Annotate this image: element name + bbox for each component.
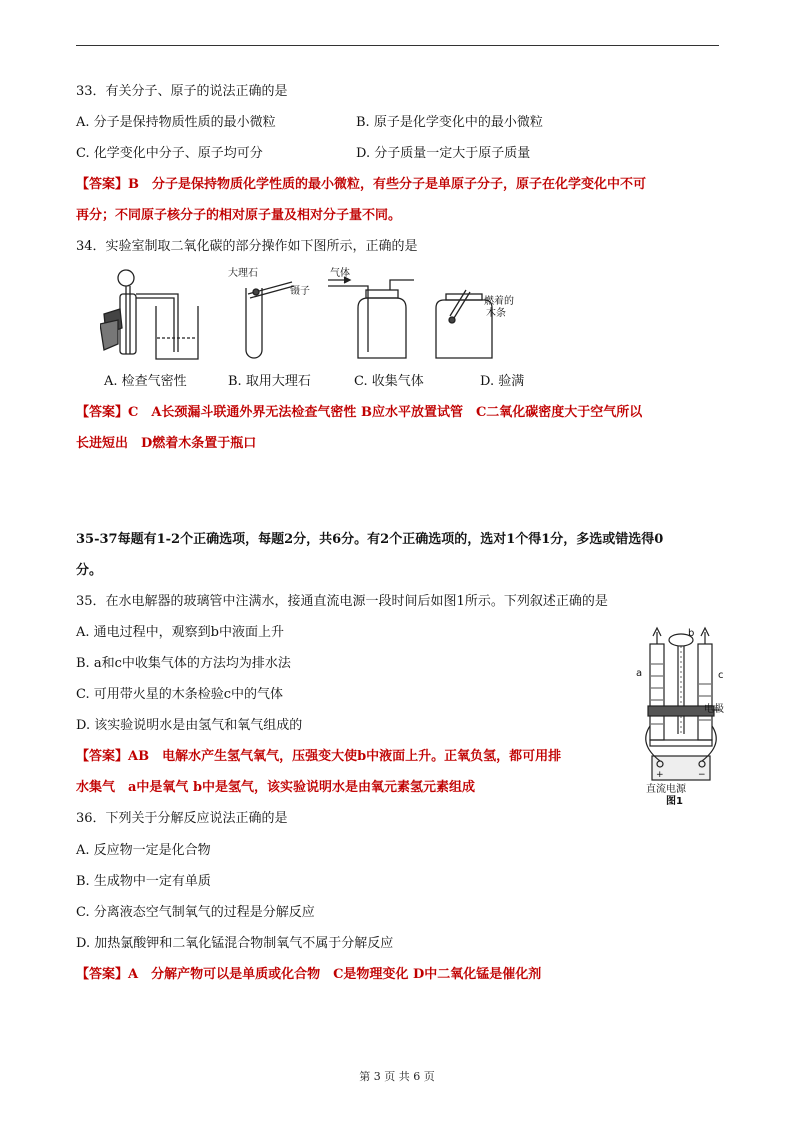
q35-answer-line1: 【答案】AB 电解水产生氢气氧气，压强变大使b中液面上升。正氧负氢，都可用排 [76, 749, 562, 764]
q34-option-d: D. 验满 [480, 374, 525, 389]
q36-stem: 36．下列关于分解反应说法正确的是 [76, 811, 288, 826]
q35-option-c: C. 可用带火星的木条检验c中的气体 [76, 687, 284, 702]
label-b: b [688, 628, 695, 639]
q36-answer: 【答案】A 分解产物可以是单质或化合物 C是物理变化 D中二氧化锰是催化剂 [76, 967, 542, 982]
section-instructions-line2: 分。 [76, 563, 103, 578]
q33-option-d: D. 分子质量一定大于原子质量 [356, 146, 531, 161]
q34-option-a: A. 检查气密性 [104, 374, 187, 389]
q34-answer-line1: 【答案】C A长颈漏斗联通外界无法检查气密性 B应水平放置试管 C二氧化碳密度大于空气所以 [76, 405, 643, 420]
page-footer: 第 3 页 共 6 页 [359, 1070, 435, 1083]
q33-option-c: C. 化学变化中分子、原子均可分 [76, 146, 263, 161]
label-plus: + [656, 770, 664, 780]
q33-answer-line1: 【答案】B 分子是保持物质化学性质的最小微粒，有些分子是单原子分子，原子在化学变化中不可 [76, 177, 646, 192]
q34-option-c: C. 收集气体 [354, 374, 424, 389]
q36-option-a: A. 反应物一定是化合物 [76, 843, 211, 858]
label-burning: 燃着的 [484, 296, 514, 307]
gas-collection-apparatus [328, 266, 414, 358]
q35-stem: 35．在水电解器的玻璃管中注满水，接通直流电源一段时间后如图1所示。下列叙述正确的是 [76, 594, 608, 609]
tube-a [650, 644, 664, 740]
q34-apparatus-figure [100, 264, 520, 364]
q36-option-b: B. 生成物中一定有单质 [76, 874, 211, 889]
header-rule [76, 45, 719, 46]
q33-option-a: A. 分子是保持物质性质的最小微粒 [76, 115, 276, 130]
q33-option-b: B. 原子是化学变化中的最小微粒 [356, 115, 543, 130]
label-marble: 大理石 [228, 268, 258, 279]
label-electrode: 电极 [704, 704, 724, 715]
label-minus: − [698, 770, 706, 780]
q35-option-b: B. a和c中收集气体的方法均为排水法 [76, 656, 291, 671]
q35-answer-line2: 水集气 a中是氧气 b中是氢气，该实验说明水是由氧元素氢元素组成 [76, 780, 476, 795]
q34-option-b: B. 取用大理石 [228, 374, 311, 389]
check-full-apparatus [436, 290, 514, 358]
q35-option-a: A. 通电过程中，观察到b中液面上升 [76, 625, 284, 640]
tube-c [698, 644, 712, 740]
label-stick: 木条 [486, 308, 506, 319]
q33-answer-line2: 再分；不同原子核分子的相对原子量及相对分子量不同。 [76, 208, 402, 223]
q34-answer-line2: 长进短出 D燃着木条置于瓶口 [76, 436, 257, 451]
q35-option-d: D. 该实验说明水是由氢气和氧气组成的 [76, 718, 303, 733]
label-tweezers: 镊子 [290, 286, 310, 297]
q36-option-c: C. 分离液态空气制氧气的过程是分解反应 [76, 905, 315, 920]
label-gas: 气体 [330, 268, 350, 279]
label-a: a [636, 668, 643, 679]
airtightness-apparatus [100, 270, 198, 359]
section-instructions-line1: 35-37每题有1-2个正确选项，每题2分，共6分。有2个正确选项的，选对1个得1分，多选或错选得0 [76, 532, 664, 547]
q34-stem: 34．实验室制取二氧化碳的部分操作如下图所示，正确的是 [76, 239, 418, 254]
electrolysis-figure [624, 624, 734, 806]
figure-caption: 图1 [666, 796, 683, 806]
q36-option-d: D. 加热氯酸钾和二氧化锰混合物制氧气不属于分解反应 [76, 936, 394, 951]
q33-stem: 33．有关分子、原子的说法正确的是 [76, 84, 288, 99]
marble-apparatus [228, 266, 310, 358]
label-c: c [718, 670, 724, 681]
label-power: 直流电源 [646, 784, 686, 795]
